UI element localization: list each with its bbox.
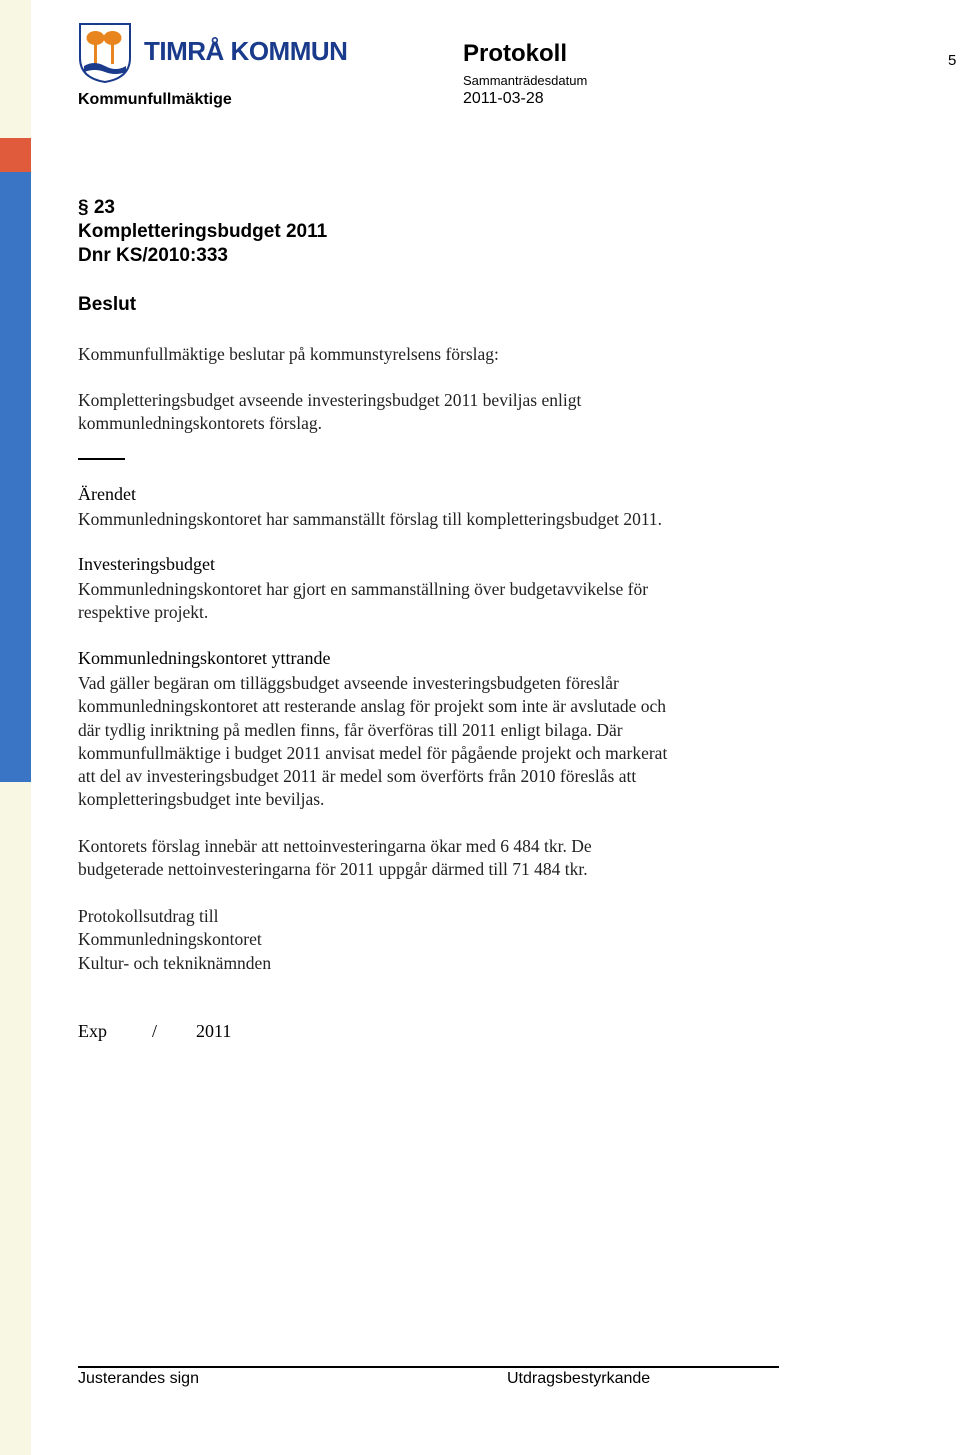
recipient: Kultur- och tekniknämnden	[78, 952, 272, 973]
text-line: Vad gäller begäran om tilläggsbudget avseende investeringsbudgeten föreslår	[78, 673, 619, 693]
decision-line: Kompletteringsbudget avseende investeringsbudget 2011 beviljas enligt	[78, 390, 582, 410]
exp-year: 2011	[196, 1021, 232, 1041]
logo-emblem-icon	[78, 22, 140, 84]
text-line: budgeterade nettoinvesteringarna för 2011 uppgår därmed till 71 484 tkr.	[78, 859, 588, 880]
text-line: att del av investeringsbudget 2011 är medel som överförts från 2010 föreslås att	[78, 766, 637, 787]
beslut-decision	[78, 389, 778, 436]
expedition-line	[78, 1021, 231, 1042]
margin-bar-red-segment	[0, 138, 31, 172]
investeringsbudget-heading: Investeringsbudget	[78, 554, 215, 574]
text-line: Kommunledningskontoret har gjort en sammanställning över budgetavvikelse för	[78, 579, 649, 599]
header-body-name: Kommunfullmäktige	[78, 91, 232, 108]
exp-slash: /	[152, 1021, 158, 1041]
text-line: kommunfullmäktige i budget 2011 anvisat medel för pågående projekt och markerat	[78, 742, 668, 763]
investeringsbudget-text	[78, 578, 778, 625]
meeting-date: 2011-03-28	[463, 90, 544, 107]
decision-end-rule	[78, 458, 125, 460]
logo-text: TIMRÅ KOMMUN	[144, 36, 348, 66]
arendet-text: Kommunledningskontoret har sammanställt förslag till kompletteringsbudget 2011.	[78, 509, 663, 529]
footer-rule	[78, 1366, 779, 1368]
page-number: 5	[948, 52, 957, 69]
diary-number: Dnr KS/2010:333	[78, 245, 228, 266]
beslut-heading: Beslut	[78, 294, 137, 315]
text-line: respektive projekt.	[78, 602, 209, 623]
arendet-heading: Ärendet	[78, 484, 136, 504]
text-line: kommunledningskontoret att resterande anslag för projekt som inte är avslutade och	[78, 696, 667, 717]
yttrande-heading: Kommunledningskontoret yttrande	[78, 648, 331, 668]
document-type: Protokoll	[463, 40, 568, 67]
timra-kommun-logo	[78, 22, 348, 84]
meeting-date-label: Sammanträdesdatum	[463, 73, 588, 88]
footer-justerandes-sign: Justerandes sign	[78, 1370, 199, 1387]
decision-line: kommunledningskontorets förslag.	[78, 413, 323, 434]
forslag-text	[78, 835, 778, 882]
protokollsutdrag-heading: Protokollsutdrag till	[78, 906, 219, 926]
margin-bar-blue-segment	[0, 172, 31, 782]
beslut-intro: Kommunfullmäktige beslutar på kommunstyrelsens förslag:	[78, 344, 499, 364]
text-line: där tydlig inriktning på medlen finns, får överföras till 2011 enligt bilaga. Där	[78, 719, 623, 740]
paragraph-number: § 23	[78, 197, 115, 218]
section-title: Kompletteringsbudget 2011	[78, 221, 328, 242]
recipient: Kommunledningskontoret	[78, 929, 262, 950]
footer-utdragsbestyrkande: Utdragsbestyrkande	[507, 1370, 651, 1387]
exp-label: Exp	[78, 1021, 107, 1041]
text-line: Kontorets förslag innebär att nettoinvesteringarna ökar med 6 484 tkr. De	[78, 836, 592, 856]
section-heading	[78, 196, 327, 268]
text-line: kompletteringsbudget inte beviljas.	[78, 789, 325, 810]
protokollsutdrag	[78, 905, 778, 975]
yttrande-text	[78, 672, 798, 812]
